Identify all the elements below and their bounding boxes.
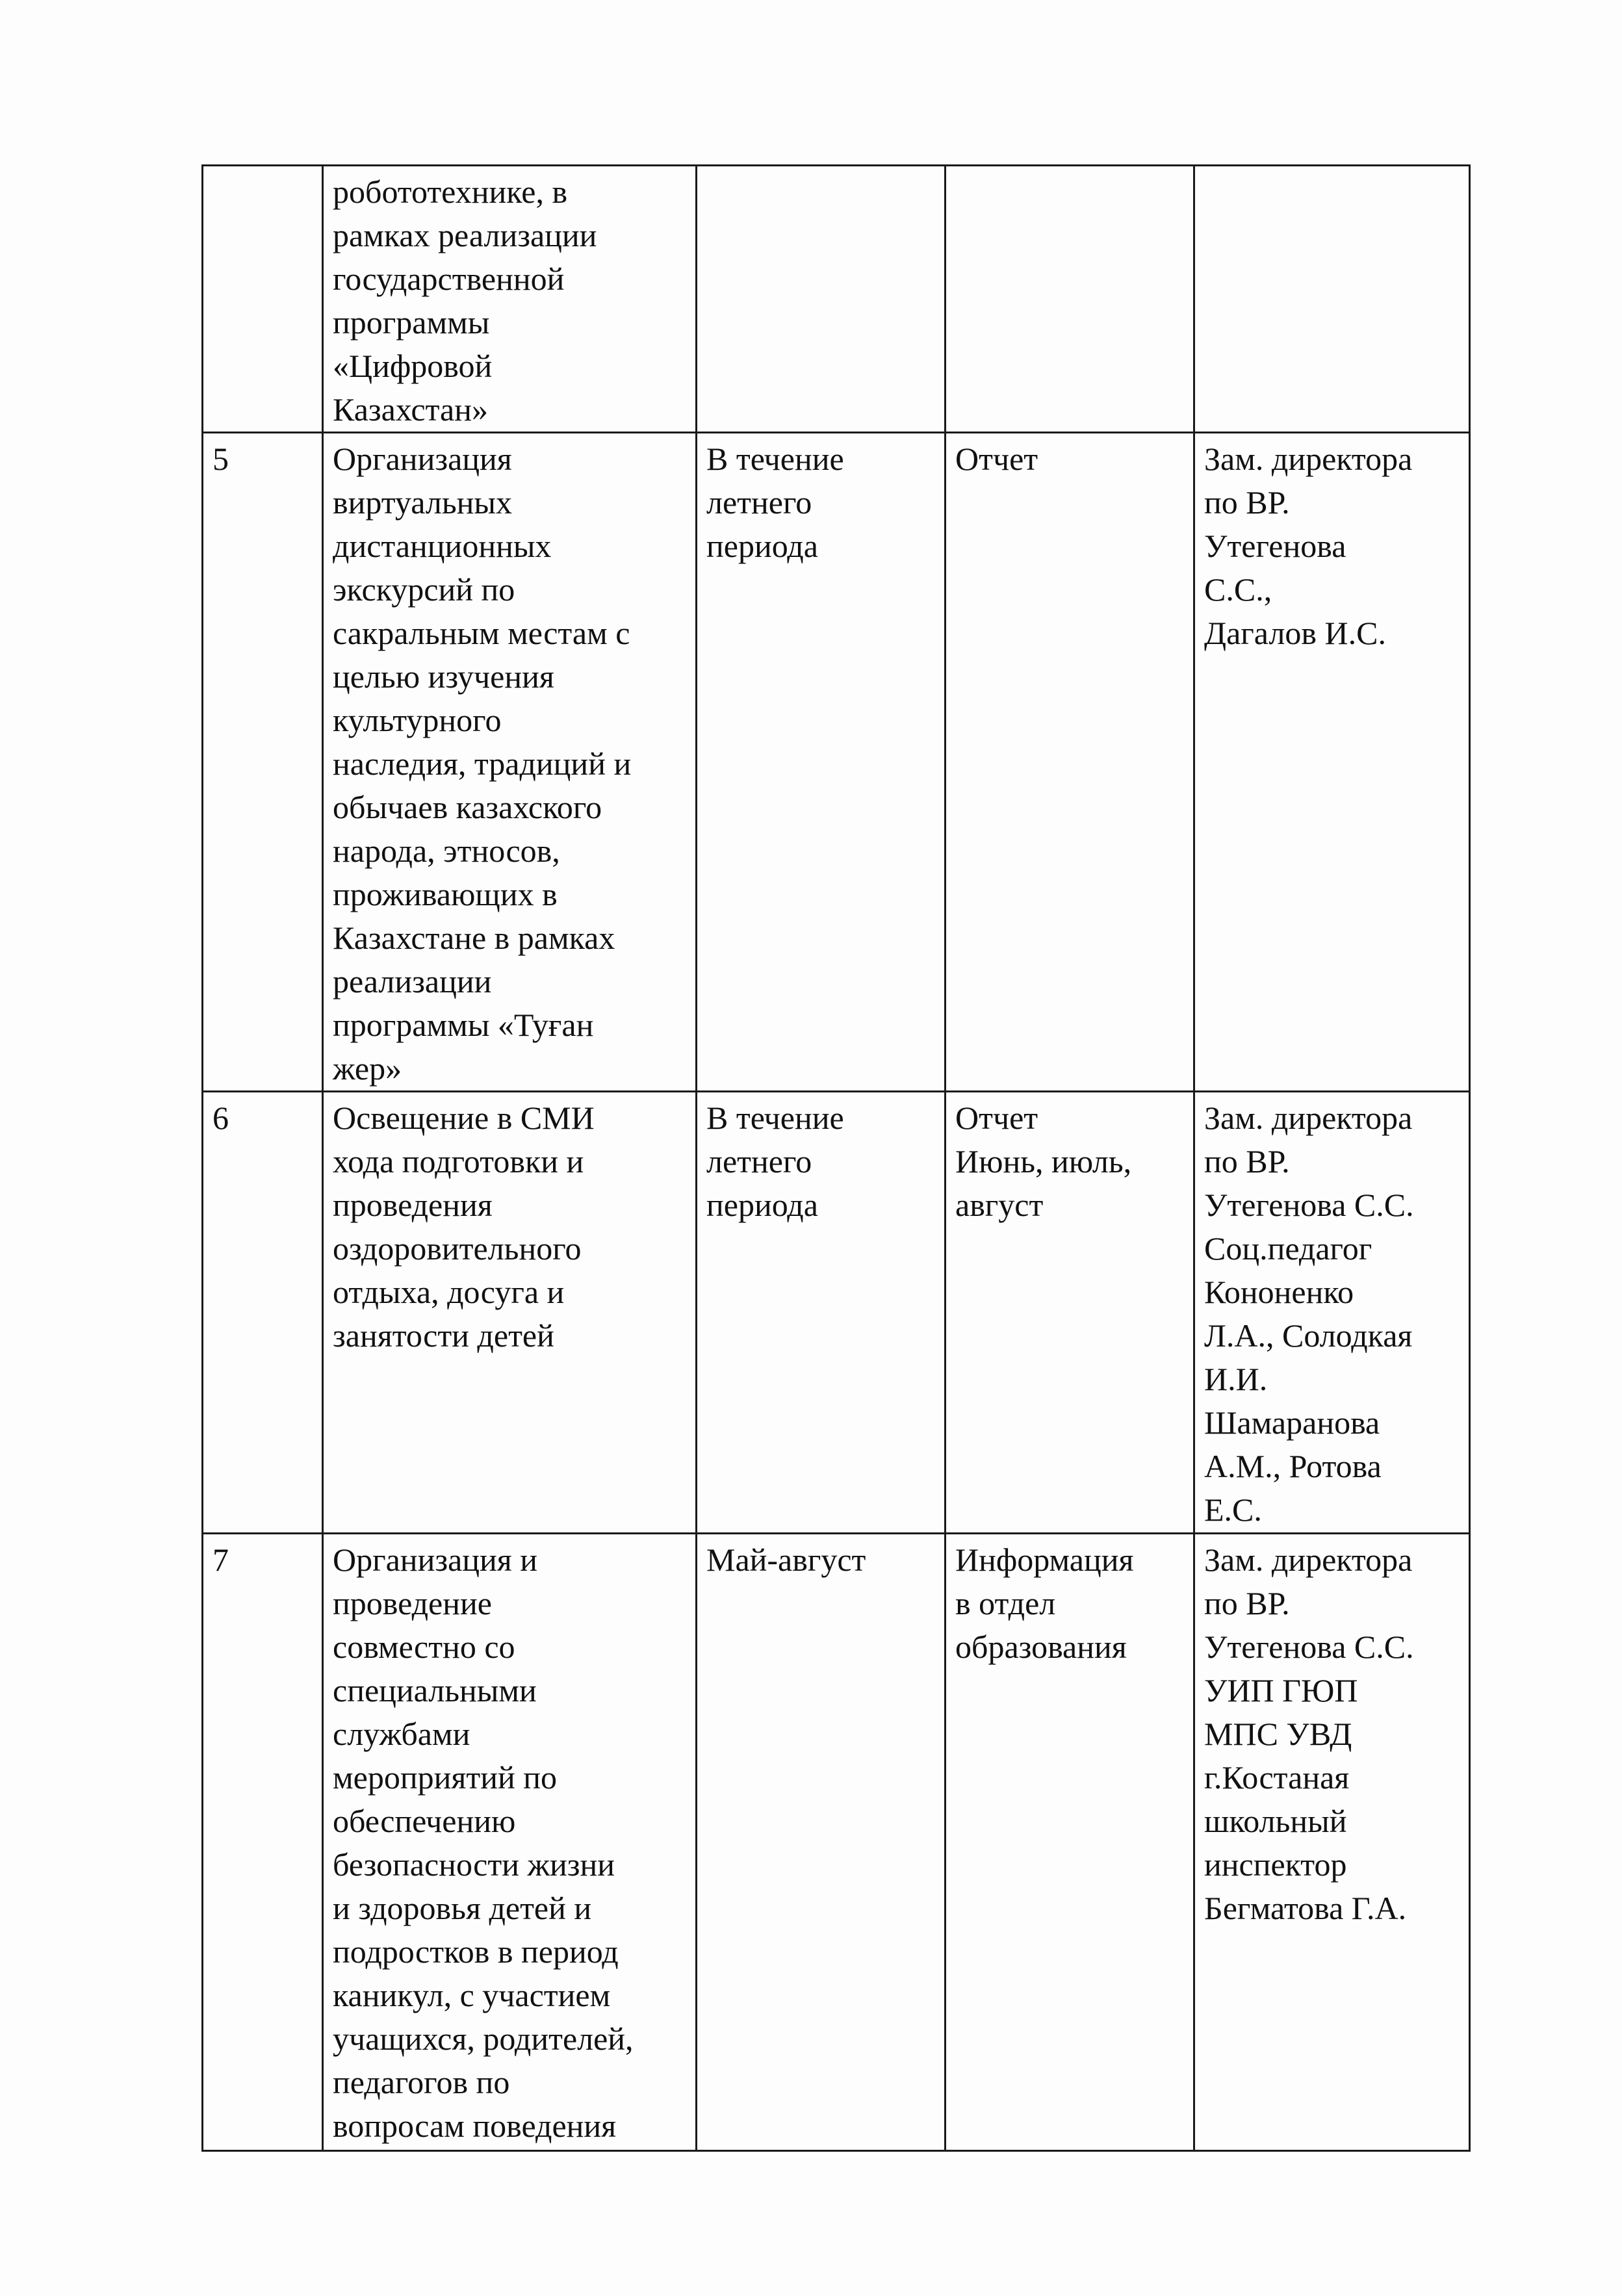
event-text: Освещение в СМИ хода подготовки и проведения оздоровительного отдыха, досуга и занятости детей — [333, 1100, 595, 1354]
responsible-text: Зам. директора по ВР. Утегенова С.С., Дагалов И.С. — [1204, 441, 1413, 651]
event-cell — [323, 1092, 697, 1534]
timing-cell — [697, 1092, 946, 1534]
form-cell — [946, 433, 1194, 1092]
event-text: Организация виртуальных дистанционных экскурсий по сакральным местам с целью изучения культурного наследия, традиций и обычаев казахского народа, этносов, проживающих в Казахстане в рамках реализации программы «Туған жер» — [333, 441, 632, 1087]
table-row — [203, 1092, 1470, 1534]
timing-cell — [697, 1534, 946, 2151]
responsible-cell — [1194, 1092, 1470, 1534]
responsible-text: Зам. директора по ВР. Утегенова С.С. УИП ГЮП МПС УВД г.Костаная школьный инспектор Бегматова Г.А. — [1204, 1541, 1414, 1926]
timing-cell — [697, 166, 946, 433]
table-row — [203, 166, 1470, 433]
timing-cell — [697, 433, 946, 1092]
responsible-cell — [1194, 1534, 1470, 2151]
responsible-cell — [1194, 166, 1470, 433]
event-cell — [323, 166, 697, 433]
table-row — [203, 433, 1470, 1092]
form-text: Информация в отдел образования — [955, 1541, 1134, 1665]
form-text: Отчет Июнь, июль, август — [955, 1100, 1132, 1223]
event-text: Организация и проведение совместно со специальными службами мероприятий по обеспечению безопасности жизни и здоровья детей и подростков в период каникул, с участием учащихся, родителей, педагогов по вопросам поведения — [333, 1541, 634, 2144]
row-number-cell — [203, 166, 323, 433]
responsible-text: Зам. директора по ВР. Утегенова С.С. Соц.педагог Кононенко Л.А., Солодкая И.И. Шамаранова А.М., Ротова Е.С. — [1204, 1100, 1414, 1528]
responsible-cell — [1194, 433, 1470, 1092]
row-number-cell — [203, 1534, 323, 2151]
timing-text: Май-август — [706, 1541, 866, 1578]
row-number: 7 — [212, 1541, 229, 1578]
form-cell — [946, 1534, 1194, 2151]
event-cell — [323, 433, 697, 1092]
form-cell — [946, 1092, 1194, 1534]
row-number: 6 — [212, 1100, 229, 1136]
timing-text: В течение летнего периода — [706, 1100, 844, 1223]
form-text: Отчет — [955, 441, 1038, 477]
timing-text: В течение летнего периода — [706, 441, 844, 564]
table-row — [203, 1534, 1470, 2151]
events-table — [201, 164, 1471, 2152]
event-text: робототехнике, в рамках реализации государственной программы «Цифровой Казахстан» — [333, 174, 597, 428]
row-number: 5 — [212, 441, 229, 477]
row-number-cell — [203, 433, 323, 1092]
event-cell — [323, 1534, 697, 2151]
form-cell — [946, 166, 1194, 433]
row-number-cell — [203, 1092, 323, 1534]
